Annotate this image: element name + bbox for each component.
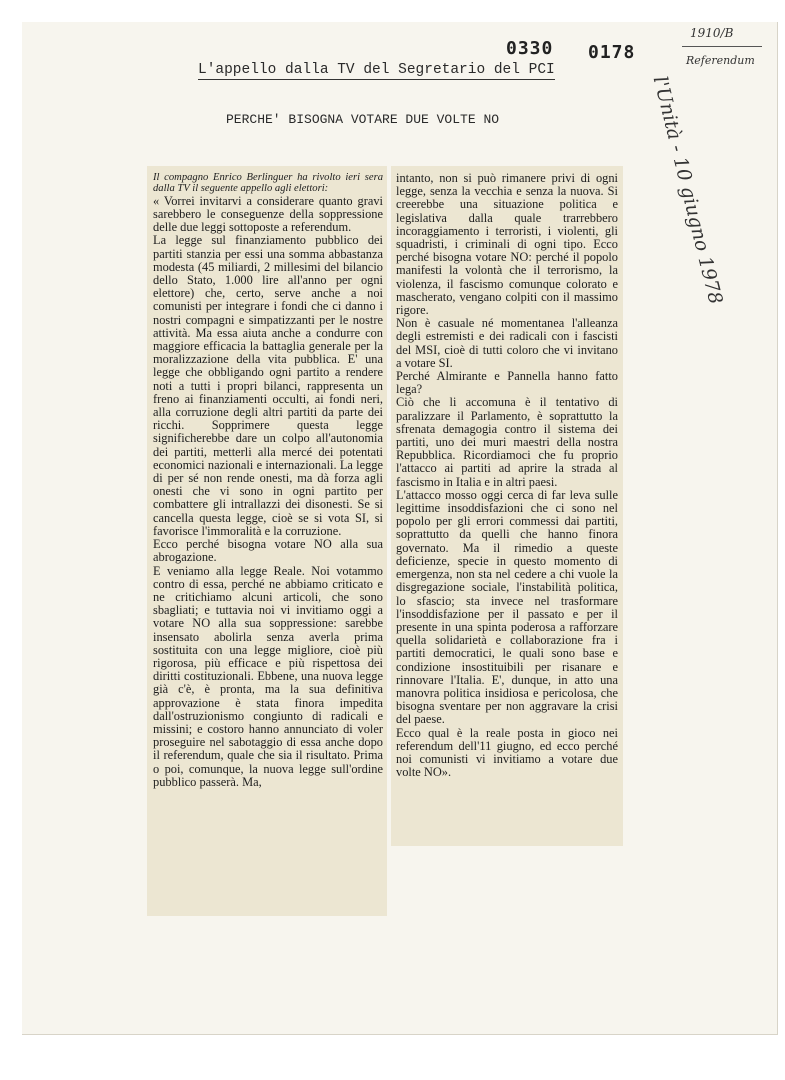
article-paragraph: Non è casuale né momentanea l'alleanza degli estremisti e dei radicali con i fascisti del MSI, cioè di tutti coloro che vi invitano a votare SI. [396,316,618,370]
clipping-column-left [147,166,387,916]
article-paragraph: Ciò che li accomuna è il tentativo di paralizzare il Parlamento, è soprattutto la sfrenata demagogia contro il sistema dei partiti, uno dei muri maestri della nostra Repubblica. Ricordiamoci che fu proprio l'attacco ai partiti ad aprire la strada al fascismo in Italia e in altri paesi. [396,395,618,489]
article-paragraph: Ecco perché bisogna votare NO alla sua abrogazione. [153,537,383,565]
clipping-column-right [391,166,623,846]
archive-sheet [22,22,778,1035]
archive-code-note: 1910/B [690,26,734,40]
archive-number-a: 0330 [506,38,554,59]
source-handwritten-note: l'Unità - 10 giugno 1978 [648,74,727,307]
header-title: L'appello dalla TV del Segretario del PCI [198,62,555,78]
article-paragraph: « Vorrei invitarvi a considerare quanto gravi sarebbero le conseguenze della soppressione delle due leggi sottoposte a referendum. [153,193,383,235]
archive-number-b: 0178 [588,42,636,63]
article-paragraph: E veniamo alla legge Reale. Noi votammo contro di essa, perché ne abbiamo criticato e ne critichiamo alcuni articoli, che sono sbagliati; e tuttavia noi vi invitiamo oggi a votare NO alla sua soppressione: sarebbe insensato abolirla senza averla prima sostituita con una legge migliore, cioè più rigorosa, più efficace e più rispettosa dei diritti costituzionali. Ebbene, una nuova legge già c'è, è pronta, ma la sua definitiva approvazione è stata finora impedita dall'ostruzionismo congiunto di radicali e missini; e costoro hanno annunciato di voler proseguire nel sabotaggio di essa anche dopo il referendum, quale che sia il risultato. Prima o poi, comunque, la nuova legge sull'ordine pubblico passerà. Ma, [153,563,383,789]
article-paragraph: L'attacco mosso oggi cerca di far leva sulle legittime insoddisfazioni che ci sono nel popolo per gli errori commessi dai partiti, soprattutto da quelli che hanno finora governato. Ma il rimedio a queste deficienze, specie in questo momento di emergenza, non sta nel cedere a chi vuole la disgregazione sociale, l'instabilità politica, lo sfascio; sta invece nel trasformare l'insoddisfazione per il passato e per il presente in una spinta poderosa a rafforzare quella solidarietà e collaborazione fra i partiti democratici, le quali sono base e condizione insostituibili per risanare e rinnovare l'Italia. E', dunque, in atto una manovra politica insidiosa e pericolosa, che bisogna sventare per non aggravare la crisi del paese. [396,487,618,727]
article-paragraph: Perché Almirante e Pannella hanno fatto lega? [396,369,618,397]
article-paragraph: La legge sul finanziamento pubblico dei partiti stanzia per essi una somma abbastanza modesta (45 miliardi, 2 millesimi del bilancio dello Stato, 1.000 lire all'anno per ogni elettore) che, certo, serve anche a noi comunisti per integrare i fondi che ci danno i nostri compagni e simpatizzanti per le nostre attività. Ma essa aiuta anche a condurre con maggiore efficacia la battaglia generale per la moralizzazione della vita pubblica. E' una legge che obbligando ogni partito a rendere noti a tutti i propri bilanci, rappresenta un freno ai finanziamenti occulti, ai fondi neri, alla corruzione degli altri partiti da parte dei ricchi. Sopprimere questa legge significherebbe dare un colpo all'autonomia dei partiti, metterli alla mercé dei potentati economici nazionali e internazionali. La legge di per sé non rende onesti, ma dà forza agli onesti che vi sono in ogni partito per combattere gli intrallazzi dei disonesti. Se si cancella questa legge, cioè se si vota SI, si favorisce l'immoralità e la corruzione. [153,233,383,538]
article-paragraph: intanto, non si può rimanere privi di ogni legge, senza la vecchia e senza la nuova. Si creerebbe una situazione politica e legislativa dalla quale trarrebbero incoraggiamento i terroristi, i violenti, gli squadristi, i criminali di ogni tipo. Ecco perché bisogna votare NO: perché il popolo manifesti la volontà che il terrorismo, la violenza, il fascismo comunque colorato e mascherato, vengano colpiti con il massimo rigore. [396,171,618,318]
header-subtitle: PERCHE' BISOGNA VOTARE DUE VOLTE NO [226,112,500,127]
article-paragraph: Ecco qual è la reale posta in gioco nei referendum dell'11 giugno, ed ecco perché noi comunisti vi invitiamo a votare due volte NO». [396,725,618,780]
article-intro: Il compagno Enrico Berlinguer ha rivolto ieri sera dalla TV il seguente appello agli elettori: [153,172,383,195]
archive-code-underline [682,46,762,47]
category-note: Referendum [686,54,755,67]
